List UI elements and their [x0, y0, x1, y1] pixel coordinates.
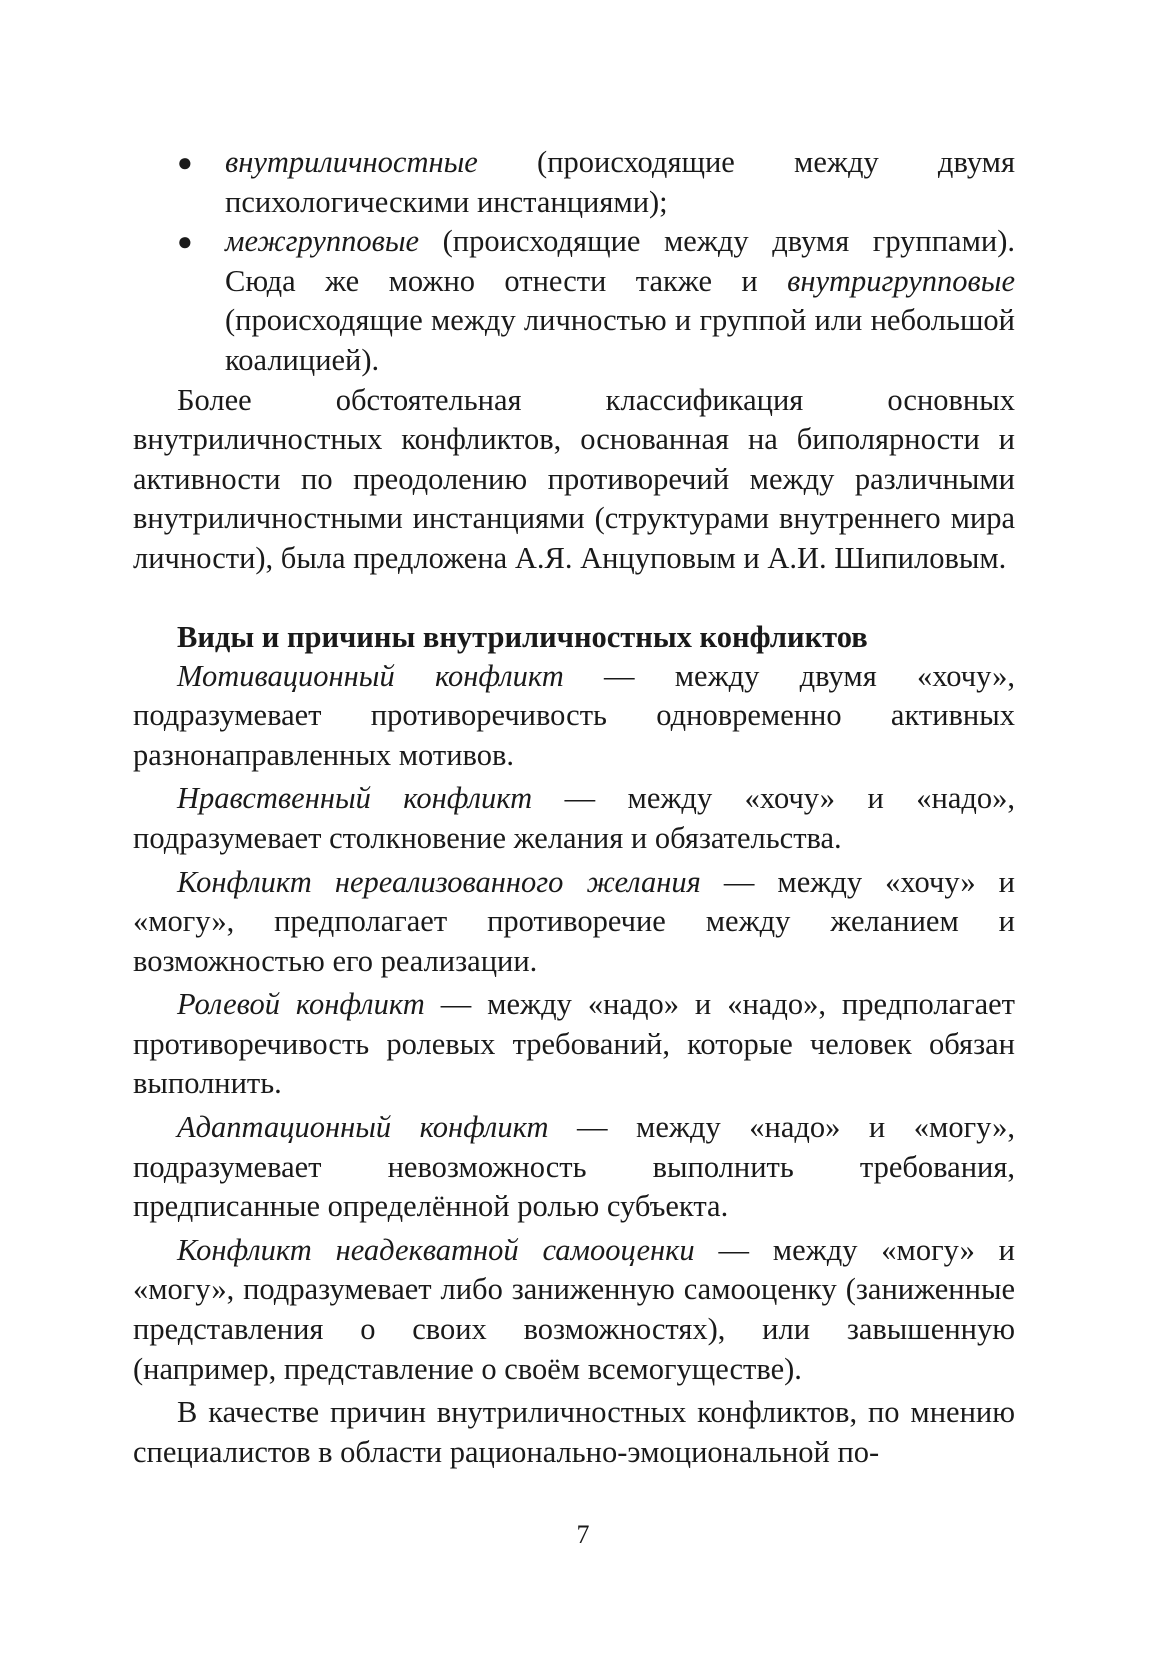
definition-term: Ролевой конфликт [177, 987, 425, 1022]
definition-term: Конфликт нереализованного желания [177, 864, 701, 899]
definition-text: — между «хочу» и «надо», подразумевает столкновение желания и обязательства. [133, 781, 1015, 855]
definition-term: Нравственный конфликт [177, 781, 533, 816]
definition-paragraph [133, 1231, 1015, 1389]
closing-paragraph: В качестве причин внутриличностных конфликтов, по мнению специалистов в области рационально-эмоциональной по- [133, 1395, 1015, 1469]
definition-paragraph [133, 1108, 1015, 1227]
bullet-icon: ● [177, 148, 193, 177]
definition-text: — между «надо» и «могу», подразумевает невозможность выполнить требования, предписанные определённой ролью субъекта. [133, 1110, 1015, 1224]
list-item-text: (происходящие между двумя психологическими инстанциями); [225, 145, 1015, 219]
definition-text: — между «могу» и «могу», подразумевает либо заниженную самооценку (заниженные представления о своих возможностях), или завышенную (например, представление о своём всемогуществе). [133, 1232, 1015, 1386]
intro-paragraph: Более обстоятельная классификация основных внутриличностных конфликтов, основанная на биполярности и активности по преодолению противоречий между различными внутриличностными инстанциями (структурами внутреннего мира личности), была предложена А.Я. Анцуповым и А.И. Шипиловым. [133, 382, 1015, 575]
page-number: 7 [576, 1520, 590, 1549]
bullet-icon: ● [177, 227, 193, 257]
definition-text: — между «надо» и «надо», предполагает противоречивость ролевых требований, которые человек обязан выполнить. [133, 987, 1015, 1101]
section-heading: Виды и причины внутриличностных конфликтов [177, 619, 868, 654]
definition-text: — между «хочу» и «могу», предполагает противоречие между желанием и возможностью его реализации. [133, 864, 1015, 978]
definition-text: — между двумя «хочу», подразумевает противоречивость одновременно активных разнонаправленных мотивов. [133, 658, 1015, 772]
list-item-text: (происходящие между двумя группами). Сюда же можно отнести также и [225, 224, 1015, 298]
definition-term: Конфликт неадекватной самооценки [177, 1232, 695, 1267]
list-item [133, 222, 1015, 380]
list-item-term: внутриличностные [225, 145, 478, 179]
definition-term: Мотивационный конфликт [177, 658, 564, 693]
definition-term: Адаптационный конфликт [177, 1110, 549, 1145]
list-item-term: межгрупповые [225, 224, 420, 259]
definition-paragraph [133, 863, 1015, 982]
definition-paragraph [133, 657, 1015, 776]
list-item [133, 143, 1015, 222]
page-content [133, 143, 1015, 1472]
definition-paragraph [133, 985, 1015, 1104]
list-item-text-secondary: (происходящие между личностью и группой или небольшой коалицией). [225, 303, 1015, 377]
definition-paragraph [133, 779, 1015, 858]
list-item-term-secondary: внутригрупповые [787, 263, 1015, 298]
